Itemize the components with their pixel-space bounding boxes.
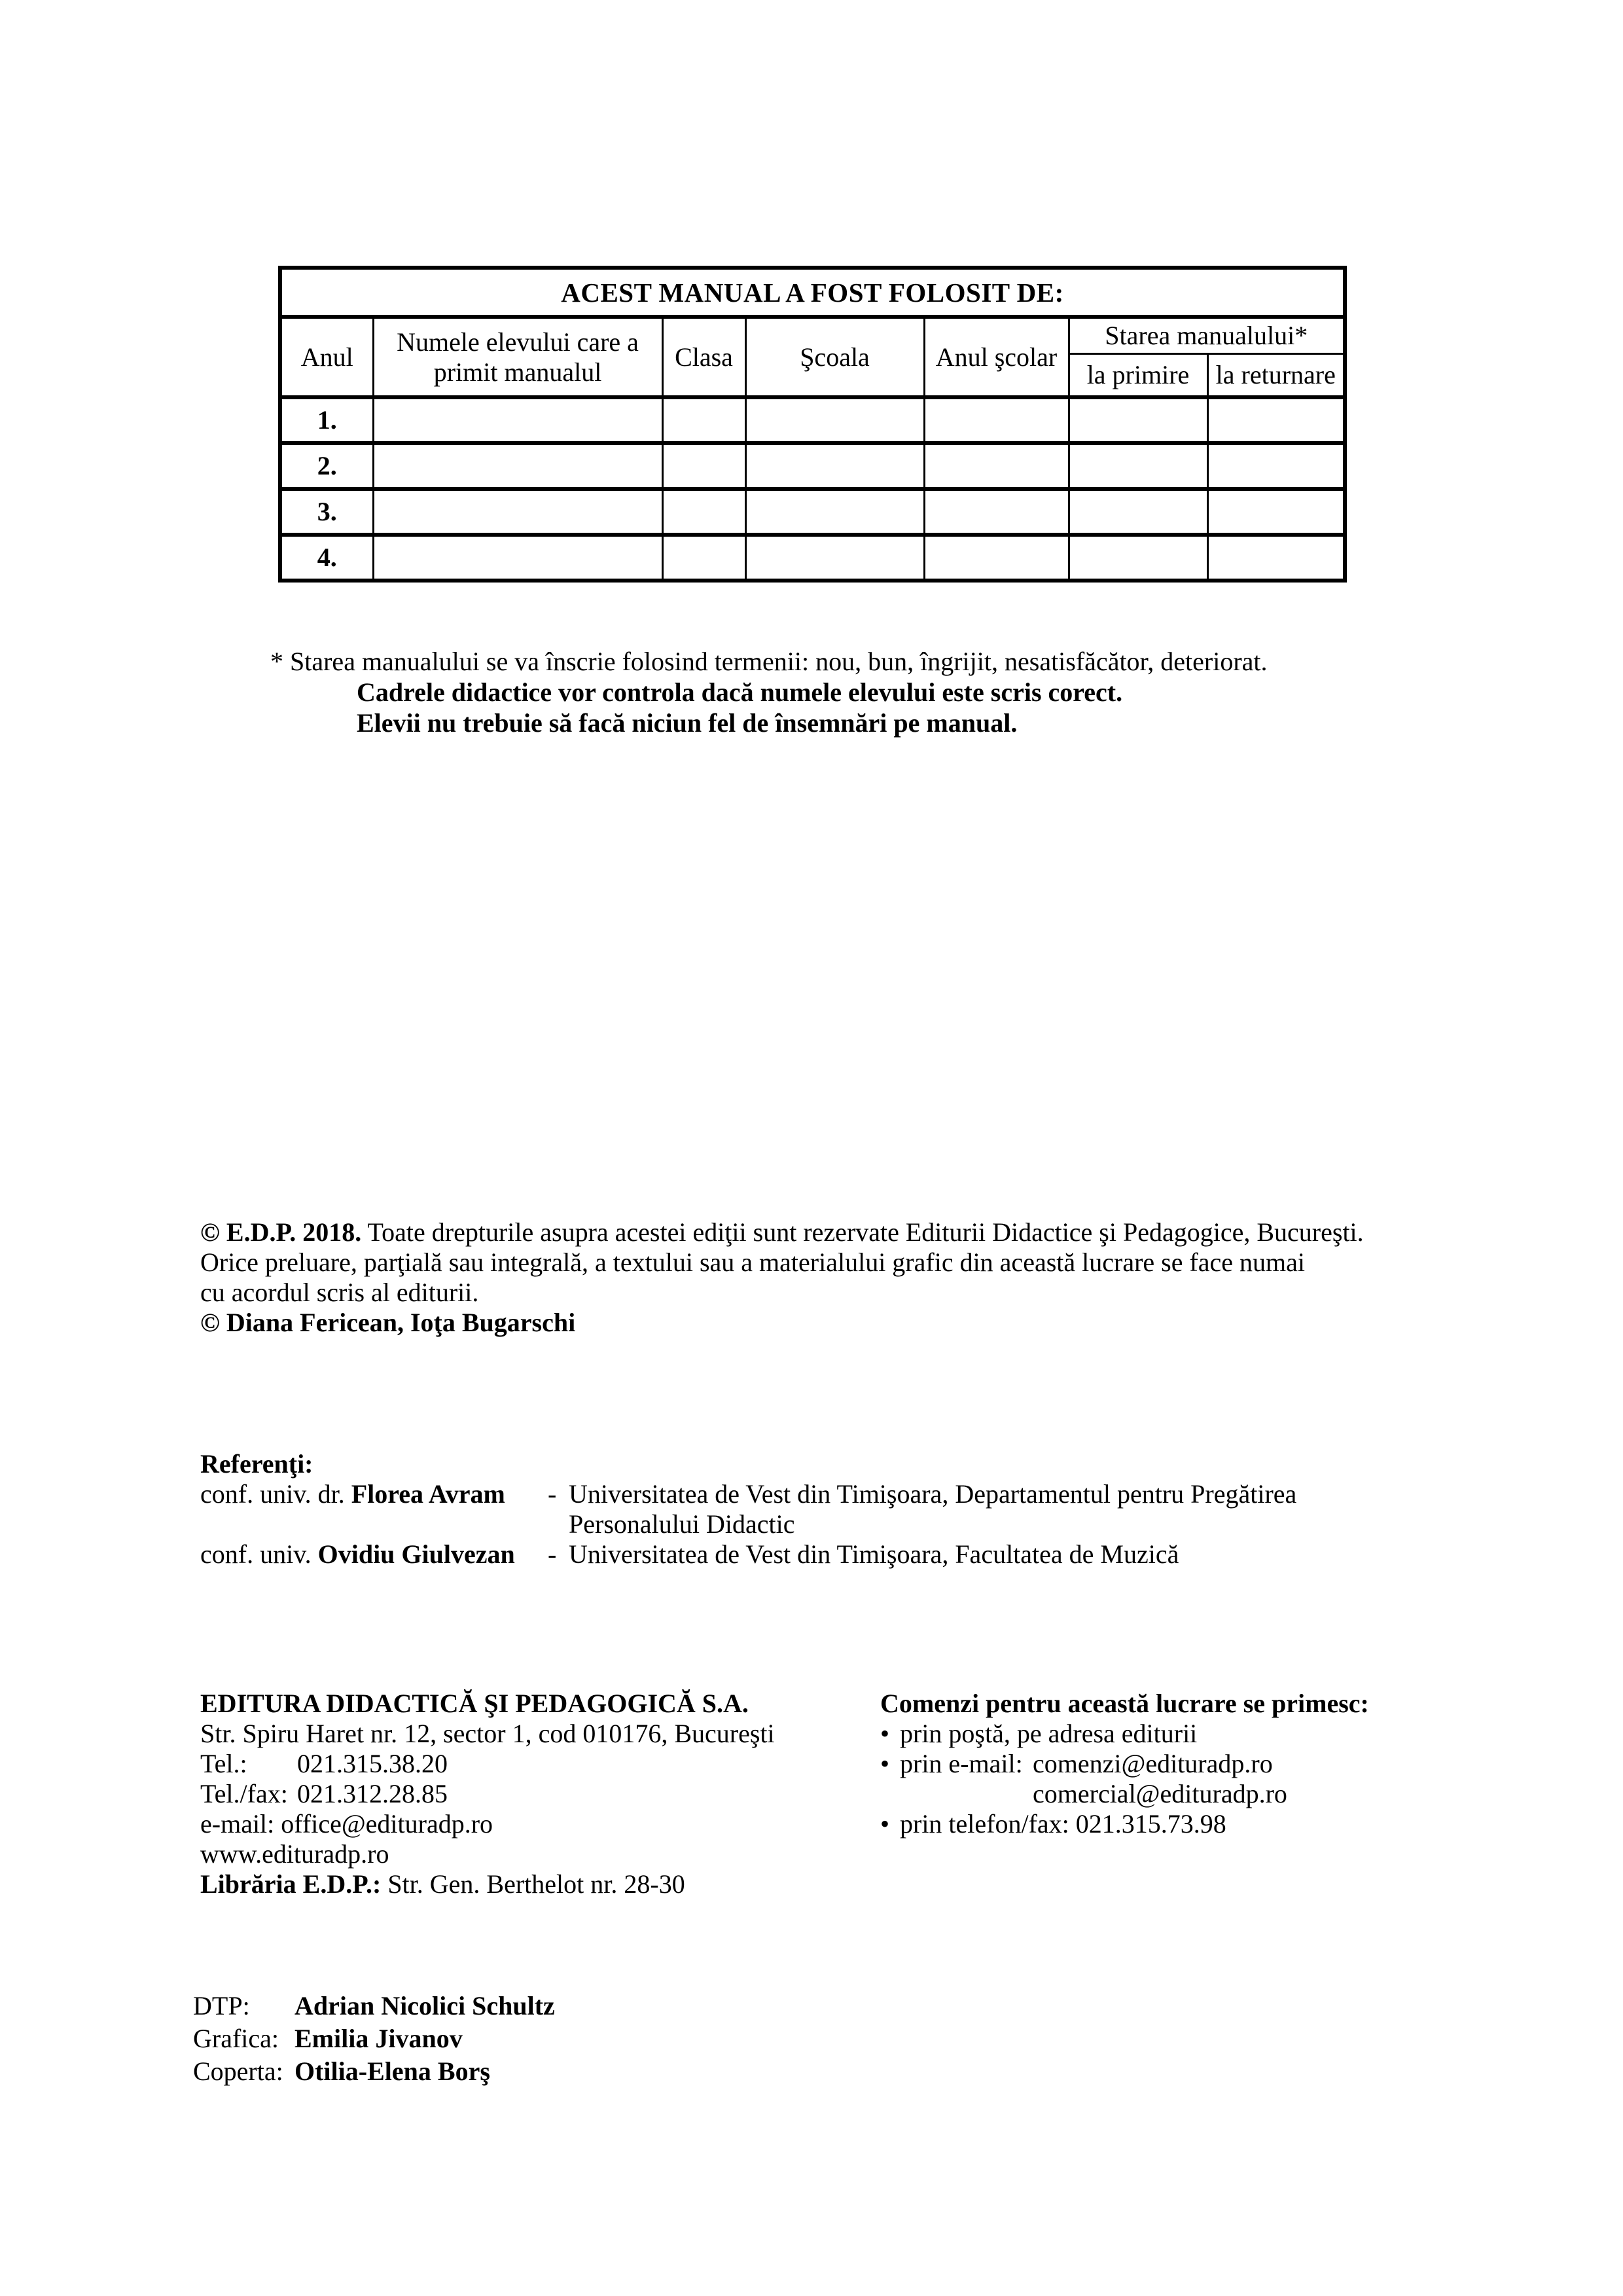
referent-name-cell: [200, 1479, 548, 1509]
referent-affiliation: [569, 1539, 1179, 1570]
credit-coperta: [193, 2055, 555, 2088]
referent-name: Ovidiu Giulvezan: [317, 1539, 515, 1569]
row-number: 4.: [280, 535, 373, 581]
affiliation-line: Universitatea de Vest din Timişoara, Facultatea de Muzică: [569, 1539, 1179, 1569]
col-header-la-primire: la primire: [1069, 353, 1207, 397]
affiliation-line: Universitatea de Vest din Timişoara, Departamentul pentru Pregătirea: [569, 1479, 1297, 1509]
copyright-rest: Toate drepturile asupra acestei ediţii sunt rezervate Editurii Didactice şi Pedagogice, Bucureşti.: [361, 1217, 1364, 1247]
note-cadrele: Cadrele didactice vor controla dacă numele elevului este scris corect.: [357, 677, 1123, 707]
table-title-row: [280, 268, 1345, 317]
empty-cell: [662, 443, 745, 489]
col-header-scoala: Şcoala: [745, 317, 924, 397]
publisher-libraria: [200, 1869, 775, 1899]
empty-cell: [1069, 397, 1207, 443]
grafica-name: Emilia Jivanov: [294, 2024, 463, 2053]
order-telefon-value: 021.315.73.98: [1075, 1809, 1226, 1839]
coperta-label: Coperta:: [193, 2056, 283, 2086]
copyright-intro: © E.D.P. 2018.: [200, 1217, 362, 1247]
usage-notes: [270, 646, 1268, 738]
manual-usage-table-wrapper: [278, 266, 1347, 583]
copyright-line-2: Orice preluare, parţială sau integrală, a textului sau a materialului grafic din această lucrare se face numai: [200, 1247, 1306, 1277]
email-value: office@edituradp.ro: [281, 1809, 493, 1839]
tel-value: 021.315.38.20: [297, 1749, 448, 1778]
credits-block: [193, 1990, 555, 2088]
libraria-value: Str. Gen. Berthelot nr. 28-30: [381, 1869, 685, 1899]
empty-cell: [1207, 443, 1345, 489]
coperta-name: Otilia-Elena Borş: [294, 2056, 490, 2086]
copyright-authors: © Diana Fericean, Ioţa Bugarschi: [200, 1308, 576, 1337]
referent-row: [200, 1479, 1296, 1539]
copyright-line-3: cu acordul scris al editurii.: [200, 1278, 479, 1307]
dtp-name: Adrian Nicolici Schultz: [294, 1991, 555, 2020]
empty-cell: [662, 397, 745, 443]
empty-cell: [745, 535, 924, 581]
publisher-name: EDITURA DIDACTICĂ ŞI PEDAGOGICĂ S.A.: [200, 1689, 749, 1718]
col-header-starea: Starea manualului*: [1069, 317, 1345, 353]
row-number: 1.: [280, 397, 373, 443]
empty-cell: [1207, 535, 1345, 581]
empty-cell: [745, 443, 924, 489]
order-telefon-label: prin telefon/fax:: [900, 1809, 1076, 1839]
col-header-clasa: Clasa: [662, 317, 745, 397]
table-row: [280, 489, 1345, 535]
empty-cell: [745, 397, 924, 443]
empty-cell: [924, 489, 1069, 535]
row-number: 3.: [280, 489, 373, 535]
table-row: [280, 443, 1345, 489]
empty-cell: [1207, 397, 1345, 443]
empty-cell: [924, 397, 1069, 443]
orders-block: [880, 1689, 1369, 1839]
publisher-telfax: [200, 1779, 775, 1809]
orders-heading: Comenzi pentru această lucrare se primesc:: [880, 1689, 1369, 1718]
referent-name: Florea Avram: [351, 1479, 505, 1509]
referent-prefix: conf. univ. dr.: [200, 1479, 351, 1509]
empty-cell: [745, 489, 924, 535]
referents-block: [200, 1449, 1296, 1570]
col-header-anul-scolar: Anul şcolar: [924, 317, 1069, 397]
order-email-label: prin e-mail:: [900, 1749, 1023, 1778]
col-header-anul: Anul: [280, 317, 373, 397]
bullet-icon: •: [880, 1749, 890, 1778]
libraria-label: Librăria E.D.P.:: [200, 1869, 382, 1899]
order-posta-text: prin poştă, pe adresa editurii: [900, 1719, 1198, 1748]
note-elevii: Elevii nu trebuie să facă niciun fel de însemnări pe manual.: [357, 708, 1018, 738]
empty-cell: [924, 443, 1069, 489]
manual-usage-table: [278, 266, 1347, 583]
referent-row: [200, 1539, 1296, 1570]
order-item-telefon: [880, 1809, 1369, 1839]
table-header-row: [280, 317, 1345, 353]
telfax-label: Tel./fax:: [200, 1779, 288, 1808]
publisher-email: [200, 1809, 775, 1839]
bullet-icon: •: [880, 1719, 890, 1748]
col-header-la-returnare: la returnare: [1207, 353, 1345, 397]
publisher-address: Str. Spiru Haret nr. 12, sector 1, cod 010176, Bucureşti: [200, 1719, 775, 1748]
referent-dash: -: [548, 1479, 557, 1509]
table-title: ACEST MANUAL A FOST FOLOSIT DE:: [280, 268, 1345, 317]
order-item-email: [880, 1749, 1369, 1779]
publisher-tel: [200, 1749, 775, 1779]
affiliation-line: Personalului Didactic: [569, 1509, 795, 1539]
referent-prefix: conf. univ.: [200, 1539, 318, 1569]
order-item-posta: [880, 1719, 1369, 1749]
col-header-numele: Numele elevului care a primit manualul: [373, 317, 662, 397]
dtp-label: DTP:: [193, 1991, 250, 2020]
empty-cell: [373, 397, 662, 443]
empty-cell: [373, 443, 662, 489]
order-email-value-2: comercial@edituradp.ro: [1033, 1779, 1287, 1808]
telfax-value: 021.312.28.85: [297, 1779, 448, 1808]
referent-dash: -: [548, 1539, 557, 1569]
referent-affiliation: [569, 1479, 1296, 1539]
referent-name-cell: [200, 1539, 548, 1570]
referents-heading: Referenţi:: [200, 1449, 313, 1479]
publisher-block: [200, 1689, 775, 1899]
credit-grafica: [193, 2022, 555, 2055]
empty-cell: [1069, 489, 1207, 535]
grafica-label: Grafica:: [193, 2024, 279, 2053]
empty-cell: [662, 535, 745, 581]
tel-label: Tel.:: [200, 1749, 247, 1778]
empty-cell: [373, 489, 662, 535]
table-row: [280, 397, 1345, 443]
empty-cell: [373, 535, 662, 581]
empty-cell: [1069, 535, 1207, 581]
email-label: e-mail:: [200, 1809, 275, 1839]
order-email-value: comenzi@edituradp.ro: [1033, 1749, 1273, 1778]
note-starea: * Starea manualului se va înscrie folosind termenii: nou, bun, îngrijit, nesatisfăcător, deteriorat.: [270, 647, 1268, 676]
copyright-line-1: [200, 1217, 1364, 1247]
credit-dtp: [193, 1990, 555, 2022]
row-number: 2.: [280, 443, 373, 489]
table-row: [280, 535, 1345, 581]
empty-cell: [1207, 489, 1345, 535]
empty-cell: [662, 489, 745, 535]
empty-cell: [924, 535, 1069, 581]
publisher-website: www.edituradp.ro: [200, 1839, 389, 1869]
empty-cell: [1069, 443, 1207, 489]
copyright-block: [200, 1217, 1364, 1338]
bullet-icon: •: [880, 1809, 890, 1839]
